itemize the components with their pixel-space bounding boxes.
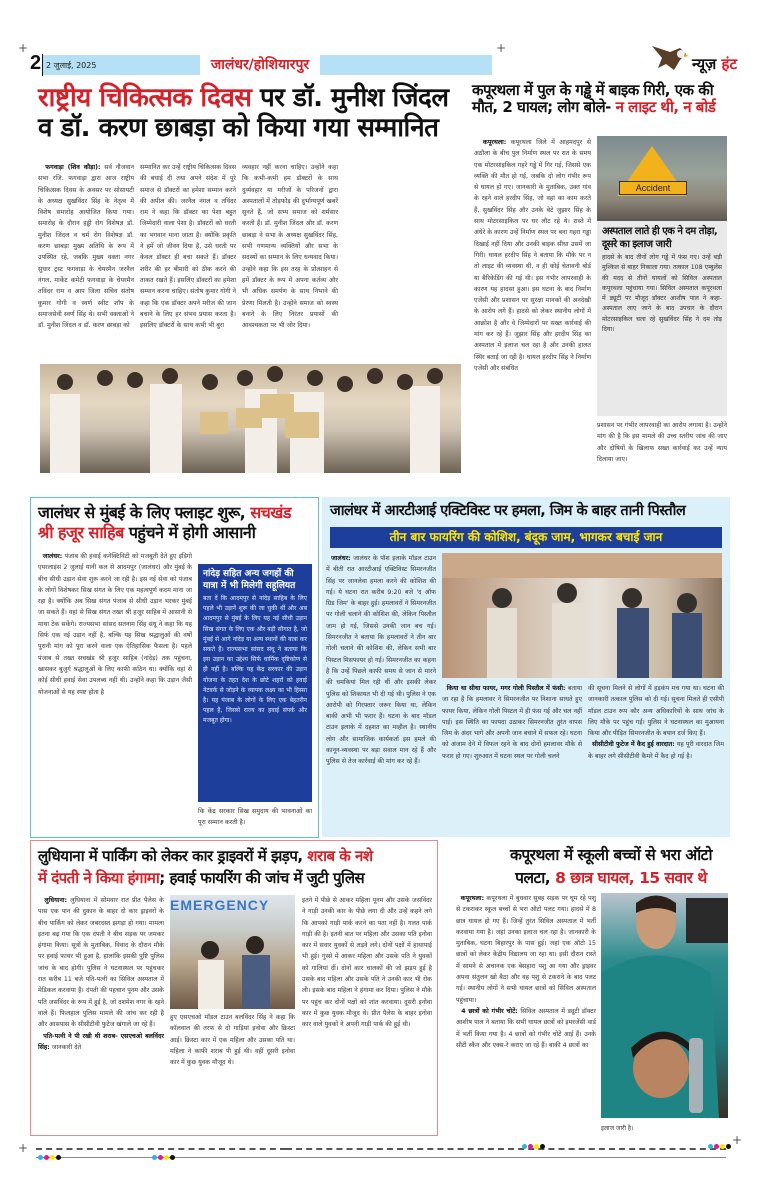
footer-registration-rule: [36, 1157, 726, 1158]
award-ceremony-photo: [40, 364, 461, 473]
article4-headline: जालंधर में आरटीआई एक्टिविस्ट पर हमला, जिम के बाहर तानी पिस्तौल: [330, 503, 686, 519]
footer-dashed-rule-left: [36, 1148, 286, 1150]
section-title: जालंधर/होशियारपुर: [200, 54, 320, 76]
brand-logo: [620, 42, 760, 76]
accident-sign-photo: [597, 136, 727, 221]
article2-column-2-tail: प्रशासन पर गंभीर लापरवाही का आरोप लगाया है। उन्होंने मांग की है कि इस मामले की उच्च स्तरीय जांच की जाए और दोषियों के खिलाफ सख्त कार्रवाई कर उन्हें न्याय दिलाया जाए।: [597, 422, 727, 463]
hospital-emergency-photo: [170, 895, 295, 1009]
article5-headline: लुधियाना में पार्किंग को लेकर कार ड्राइवरों में झड़प, शराब के नशे में दंपती ने किया हंगामा; हवाई फायरिंग की जांच में जुटी पुलिस: [38, 847, 373, 887]
article1-headline: राष्ट्रीय चिकित्सक दिवस पर डॉ. मुनीश जिंदल व डॉ. करण छाबड़ा को किया गया सम्मानित: [38, 83, 449, 143]
article1-column-2: सम्मानित कर उन्हें राष्ट्रीय चिकित्सक दिवस की बधाई दी तथा अपने संदेश में पूरे समाज से डॉक्टरों का हमेशा सम्मान करने की अपील की। जरनैल नंगल व तविंदर राम ने कहा कि डॉक्टर का पेशा बहुत जिम्मेदारी वाला पेशा है। डॉक्टरों को धरती का भगवान माना जाता है। क्योंकि प्रकृति ने हमें जो जीवन दिया है, उसे धरती पर केवल डॉक्टर ही बचा सकते हैं। डॉक्टर शरीर की हर बीमारी को ठीक करने की ताकत रखते हैं। इसलिए डॉक्टरों का हमेशा सम्मान करना चाहिए। संतोष कुमार गोगी ने कहा कि एक डॉक्टर अपने मरीज की जान बचाने के लिए हर संभव प्रयास करता है। इसलिए डॉक्टरों के साथ कभी भी बुरा: [140, 164, 236, 330]
highlight-box-title: नांदेड़ सहित अन्य जगहों की यात्रा में भी मिलेगी सहूलियत: [203, 569, 296, 591]
crop-mark-bottom-left: +: [18, 1141, 29, 1155]
injured-students-photo: [601, 893, 728, 1118]
footer-dashed-rule-right: [286, 1148, 726, 1150]
article6-headline: कपूरथला में स्कूली बच्चों से भरा ऑटो पलटा, 8 छात्र घायल, 15 सवार थे: [509, 846, 713, 887]
issue-date: 2 जुलाई, 2025: [46, 61, 97, 70]
article6-column-1: कपूरथला: कपूरथला में बुधवार सुबह सड़क पर घूम रहे पशु से टकराकर स्कूल बच्चों से भरा ऑटो पलट गया। हादसे में 8 छात्र घायल हो गए हैं। जिन्हें तुरंत सिविल अस्पताल में भर्ती करवाया गया है। जहां उनका इलाज चल रहा है। जानकारी के मुताबिक, घटना बिहारपुर के पास हुई। जहां एक ऑटो 15 छात्रों को लेकर केंद्रीय विद्यालय जा रहा था। इसी दौरान रास्ते में सामने से अचानक एक बेसहारा पशु आ गया और ड्राइवर अपना संतुलन खो बैठा और वह पशु से टकराने के बाद पलट गई। स्थानीय लोगों ने सभी घायल छात्रों को सिविल अस्पताल पहुंचाया। 4 छात्रों को गंभीर चोटें: सिविल अस्पताल में ड्यूटी डॉक्टर आशीष पाल ने बताया कि सभी घायल छात्रों को इमरजेंसी वार्ड में भर्ती किया गया है। 4 छात्रों को गंभीर चोटें आई हैं। उनके सीटी स्कैन और एक्स-रे कराए जा रहे हैं। बाकी 4 छात्रों का: [456, 895, 596, 1049]
article1-column-1: फगवाड़ा (शिव कौड़ा): सर्व नौजवान सभा रजि. फगवाड़ा द्वारा आज राष्ट्रीय चिकित्सक दिवस के अवसर पर सोसायटी के अध्यक्ष सुखविंदर सिंह के नेतृत्व में विशेष समारोह आयोजित किया गया। समारोह के दौरान हड्डी रोग विशेषज्ञ डॉ. मुनीश जिंदल व चर्म रोग विशेषज्ञ डॉ. करण छाबड़ा मुख्य अतिथि के रूप में उपस्थित रहे, जबकि मुख्य वक्ता नगर सुधार ट्रस्ट फगवाड़ा के चेयरमैन जरनैल नंगल, मार्केट कमेटी फगवाड़ा के चेयरमैन तविंदर राम व आप जिला सचिव संतोष कुमार गोगी व स्वर्ण स्वीट शॉप के समाजसेवी स्वर्ण सिंह थे। सभी वक्ताओं ने डॉ. मुनीश जिंदल व डॉ. करण छाबड़ा को: [38, 164, 134, 330]
article3-column-2-tail: कि केंद्र सरकार सिख समुदाय की भावनाओं का पूरा सम्मान करती है।: [198, 808, 312, 827]
callout-body: हादसे के बाद तीनों लोग गड्ढे में फंस गए। उन्हें बड़ी मुश्किल से बाहर निकाला गया। तत्काल 108 एम्बुलेंस की मदद से तीनों घायलों को सिविल अस्पताल कपूरथला पहुंचाया गया। सिविल अस्पताल कपूरथला में ड्यूटी पर मौजूद डॉक्टर आशीष पाल ने कहा- अस्पताल लाए जाने के बाद उपचार के दौरान मोटरसाइकिल चला रहे सुखविंदर सिंह ने दम तोड़ दिया।: [602, 254, 722, 334]
article6-photo-caption: इलाज जारी है।: [601, 1125, 634, 1132]
article4-subheadline: तीन बार फायरिंग की कोशिश, बंदूक जाम, भागकर बचाई जान: [330, 527, 722, 548]
masthead-bar-right: [320, 55, 492, 75]
cmyk-registration-dots-3: [522, 1144, 545, 1149]
page-number: 2: [30, 52, 42, 74]
article4-column-3: की सूचना मिलने से लोगों में हड़कंप मच गया था। घटना की जानकारी तत्काल पुलिस को दी गई। सूचना मिलते ही एसीपी मॉडल टाउन रूप कौर अन्य अधिकारियों के साथ जांच के लिए मौके पर पहुंच गईं। पुलिस ने घटनास्थल का मुआयना किया और पीड़ित सिमरनजीत के बयान दर्ज किए हैं। सीसीटीवी फुटेज में कैद हुई वारदात: यह पूरी वारदात जिम के बाहर लगे सीसीटीवी कैमरे में कैद हो गई है।: [588, 685, 724, 760]
highlight-box-body: बता दें कि आदमपुर से नांदेड़ साहिब के लिए पहले भी उड़ानें शुरू की जा चुकी थीं और अब आदमपुर से मुंबई के लिए यह नई सीधी उड़ान सिख संगत के लिए एक और बड़ी सौगात है, जो मुंबई से आगे नांदेड़ या अन्य स्थानों की यात्रा कर सकते हैं। राज्यसभा सांसद संधू ने बताया कि इस उड़ान का उद्देश्य सिर्फ धार्मिक दृष्टिकोण से ही नहीं है। बल्कि यह केंद्र सरकार की उड़ान योजना के तहत देश के छोटे शहरों को हवाई नेटवर्क से जोड़ने के व्यापक लक्ष्य का भी हिस्सा है। यह पंजाब के लोगों के लिए एक बेहतरीन पहल है, जिससे राज्य का हवाई संपर्क और मजबूत होगा।: [203, 595, 307, 725]
cmyk-registration-dots-1: [38, 1155, 61, 1160]
brand-name: न्यूज़ हंट: [692, 55, 738, 73]
emergency-sign-label: EMERGENCY: [170, 897, 270, 913]
article5-column-2-caption: हुए एसएचओ मॉडल टाउन बलविंदर सिंह ने कहा कि कॉलवाल की तरफ से दो गाड़ियां इनोवा और क्रिस्टा आई। क्रिस्टा कार में एक महिला और उसका पति था। महिला ने काफी शराब पी हुई थी। वहीं दूसरी इनोवा कार में कुछ युवक मौजूद थे।: [170, 1014, 295, 1067]
crop-mark-top-right: +: [496, 41, 507, 55]
article5-column-3: इतने में पीछे से आकर महिला पूनम और उसके जसविंदर ने गाड़ी उनकी कार के पीछे लगा दी और उन्हें कहने लगे कि आपको गाड़ी पार्क करने का पता नहीं है। गलत पार्क गाड़ी की है। इतनी बात पर महिला और उसका पति इनोवा कार में सवार युवकों से लड़ने लगे। दोनों पक्षों में हाथापाई भी हुई। गुस्से में आकर महिला और उसके पति ने युवकों को गालियां दीं। दोनों कार चालकों की जो झड़प हुई है उसके बाद महिला और उसके पति ने उनकी कार भी रोक ली। इसके बाद महिला ने हंगामा कर दिया। पुलिस ने मौके पर पहुंच कर दोनों पक्षों को शांत करवाया। दूसरी इनोवा कार में कुछ युवक मौजूद थे। प्रीत पैलेस के बाहर इनोवा कार वाले युवकों ने अपनी गाड़ी पार्क की हुई थी।: [302, 897, 432, 1029]
accident-sign-label: Accident: [619, 181, 687, 195]
crop-mark-top-left: +: [18, 41, 29, 55]
eagle-icon: [650, 42, 690, 74]
article3-headline: जालंधर से मुंबई के लिए फ्लाइट शुरू, सचखंड श्री हजूर साहिब पहुंचने में होगी आसानी: [38, 503, 291, 542]
article2-callout: [597, 221, 727, 416]
page-number-divider: [42, 54, 43, 76]
article2-headline: कपूरथला में पुल के गड्ढे में बाइक गिरी, एक की मौत, 2 घायल; लोग बोले- न लाइट थी, न बोर्ड: [472, 81, 716, 117]
article4-column-1: जालंधर: जालंधर के पॉश इलाके मॉडल टाउन में बीती रात आरटीआई एक्टिविस्ट सिमरनजीत सिंह पर जानलेवा हमला करने की कोशिश की गई। ये घटना रात करीब 9:20 बजे 'द ऑफ ग्रिड जिम' के बाहर हुई। हमलावरों ने सिमरनजीत पर गोली चलाने की कोशिश की, लेकिन पिस्तौल जाम हो गई, जिससे उनकी जान बच गई। सिमरनजीत ने बताया कि हमलावरों ने तीन बार गोली चलाने की कोशिश की, लेकिन सभी बार पिस्टल मिसफायर हो गई। सिमरनजीत का कहना है कि उन्हें पिछले काफी समय से जान से मारने की धमकियां मिल रही थीं और इसकी लेकर पुलिस को शिकायत भी दी गई थी। पुलिस ने एक आरोपी को गिरफ्तार जरूर किया था, लेकिन बाकी अभी भी फरार हैं। घटना के बाद मॉडल टाउन इलाके में दहशत का माहौल है। स्थानीय लोग और सामाजिक कार्यकर्ता इस हमले की कानून-व्यवस्था पर बड़ा सवाल मान रहे हैं और पुलिस से तेज कार्रवाई की मांग कर रहे हैं।: [326, 555, 436, 766]
callout-title: अस्पताल लाते ही एक ने दम तोड़ा, दूसरे का इलाज जारी: [602, 226, 718, 250]
article3-column-1: जालंधर: पंजाब की हवाई कनेक्टिविटी को मजबूती देते हुए इंडिगो एयरलाइंस 2 जुलाई यानी कल से आदमपुर (जालंधर) और मुंबई के बीच सीधी उड़ान सेवा शुरू करने जा रही है। इस नई सेवा को पंजाब के लोगों विशेषकर सिख संगत के लिए एक महत्वपूर्ण कदम माना जा रहा है। क्योंकि अब सिख संगत पंजाब से सीधी उड़ान भरकर मुंबई जा सकते हैं। वहां से सिख संगत तख्त श्री हजूर साहिब में आसानी से माथा टेक सकेंगे। राज्यसभा सांसद सतनाम सिंह संधू ने कहा कि यह सिर्फ एक नई उड़ान नहीं है, बल्कि यह सिख श्रद्धालुओं की वर्षों पुरानी मांग को पूरा करने वाला एक ऐतिहासिक फैसला है। पहले पंजाब से तख्त सचखंड श्री हजूर साहिब (नांदेड़) तक पहुंचना, खासकर बुजुर्ग श्रद्धालुओं के लिए काफी कठिन था। क्योंकि वहां से कोई सीधी हवाई सेवा उपलब्ध नहीं थी। उन्होंने कहा कि उड़ान जैसी योजनाओं से यह स्पष्ट होता है: [38, 553, 192, 696]
article2-column-1: कपूरथला: कपूरथला जिले में आहमदपुर से अठौला के बीच पुल निर्माण स्थल पर रात के समय एक मोटरसाइकिल गहरे गड्ढे में गिर गई, जिससे एक व्यक्ति की मौत हो गई, जबकि दो लोग गंभीर रूप से घायल हो गए। जानकारी के मुताबिक, उक्त गांव के रहने वाले हरदीप सिंह, जो वहां का काम करते हैं, सुखविंदर सिंह और उनके बेटे जुझार सिंह के साथ मोटरसाइकिल पर घर लौट रहे थे। रास्ते में अंधेरे के कारण उन्हें निर्माण स्थल पर बना गहरा गड्ढा दिखाई नहीं दिया और उनकी बाइक सीधा उसमें जा गिरी। घायल हरदीप सिंह ने बताया कि मौके पर न तो लाइट की व्यवस्था थी, न ही कोई चेतावनी बोर्ड या बैरिकेडिंग की गई थी। इस गंभीर लापरवाही के कारण यह हादसा हुआ। इस घटना के बाद निर्माण एजेंसी और प्रशासन पर सुरक्षा मानकों की अनदेखी के आरोप लगे हैं। हादसे को लेकर स्थानीय लोगों में आक्रोश है और वे जिम्मेदारों पर सख्त कार्रवाई की मांग कर रहे हैं। जुझार सिंह और हरदीप सिंह का अस्पताल में इलाज चल रहा है और उनकी हालत स्थिर बताई जा रही है। घायल हरदीप सिंह ने निर्माण एजेंसी और संबंधित: [474, 139, 591, 372]
article3-highlight-box: [198, 564, 312, 802]
cmyk-registration-dots-2: [152, 1155, 175, 1160]
crop-mark-bottom-right: +: [732, 1133, 743, 1147]
article4-column-2: किया था सीधा फायर, मगर गोली पिस्तौल में फंसी: बताया जा रहा है कि हमलावर ने सिमरनजीत पर निशाना साधते हुए फायर किया, लेकिन गोली पिस्टल में ही फंस गई और चल नहीं पाई। इस स्थिति का फायदा उठाकर सिमरनजीत तुरंत वापस जिम के अंदर भागे और अपनी जान बचाने में सफल रहे। घटना को अंजाम देने में विफल रहने के बाद दोनों हमलावर मौके से फरार हो गए। शुरुआत में घटना स्थल पर गोली चलने: [442, 685, 582, 760]
gym-incident-photo: [442, 553, 722, 678]
article5-column-1: लुधियाना: लुधियाना में सोमवार रात प्रीत पैलेस के पास एक पान की दुकान के बाहर दो कार ड्राइवरों के बीच पार्किंग को लेकर जबरदस्त झगड़ा हो गया। मामला इतना बढ़ गया कि एक दंपती ने बीच सड़क पर जमकर हंगामा किया। सूत्रों के मुताबिक, विवाद के दौरान मौके पर हवाई फायर भी हुआ है, हालांकि इसकी पुष्टि पुलिस जांच के बाद होगी। पुलिस ने घटनास्थल पर पहुंचकर रात करीब 11 बजे पति-पत्नी का सिविल अस्पताल में मेडिकल करवाया है। दंपती की पहचान पूनम और उसके पति जसविंदर के रूप में हुई है, जो दशमेश नगर के रहने वाले हैं। फिलहाल पुलिस मामले की जांच कर रही है और आसपास के सीसीटीवी फुटेज खंगाले जा रहे हैं। पति-पत्नी ने पी रखी थी शराब- एसएचओ बलविंदर सिंह: जानकारी देते: [38, 897, 164, 1051]
article1-column-3: व्यवहार नहीं करना चाहिए। उन्होंने कहा कि कभी-कभी हम डॉक्टरों के साथ दुर्व्यवहार या मरीजों के परिजनों द्वारा अस्पतालों में तोड़फोड़ की दुर्भाग्यपूर्ण खबरें सुनते हैं, जो सभ्य समाज को शर्मसार करती हैं। डॉ. मुनीश जिंदल और डॉ. करण छाबड़ा ने सभा के अध्यक्ष सुखविंदर सिंह, सभी गणमान्य व्यक्तियों और सभा के सदस्यों का सम्मान के लिए धन्यवाद किया। उन्होंने कहा कि इस तरह के प्रोत्साहन से हमें डॉक्टर के रूप में अपना कर्तव्य और भी अधिक समर्पण के साथ निभाने की प्रेरणा मिलती है। उन्होंने समाज को स्वस्थ बनाने के लिए निरंतर प्रयासों की आवश्यकता पर भी जोर दिया।: [242, 164, 338, 330]
cmyk-registration-dots-4: [708, 1144, 731, 1149]
